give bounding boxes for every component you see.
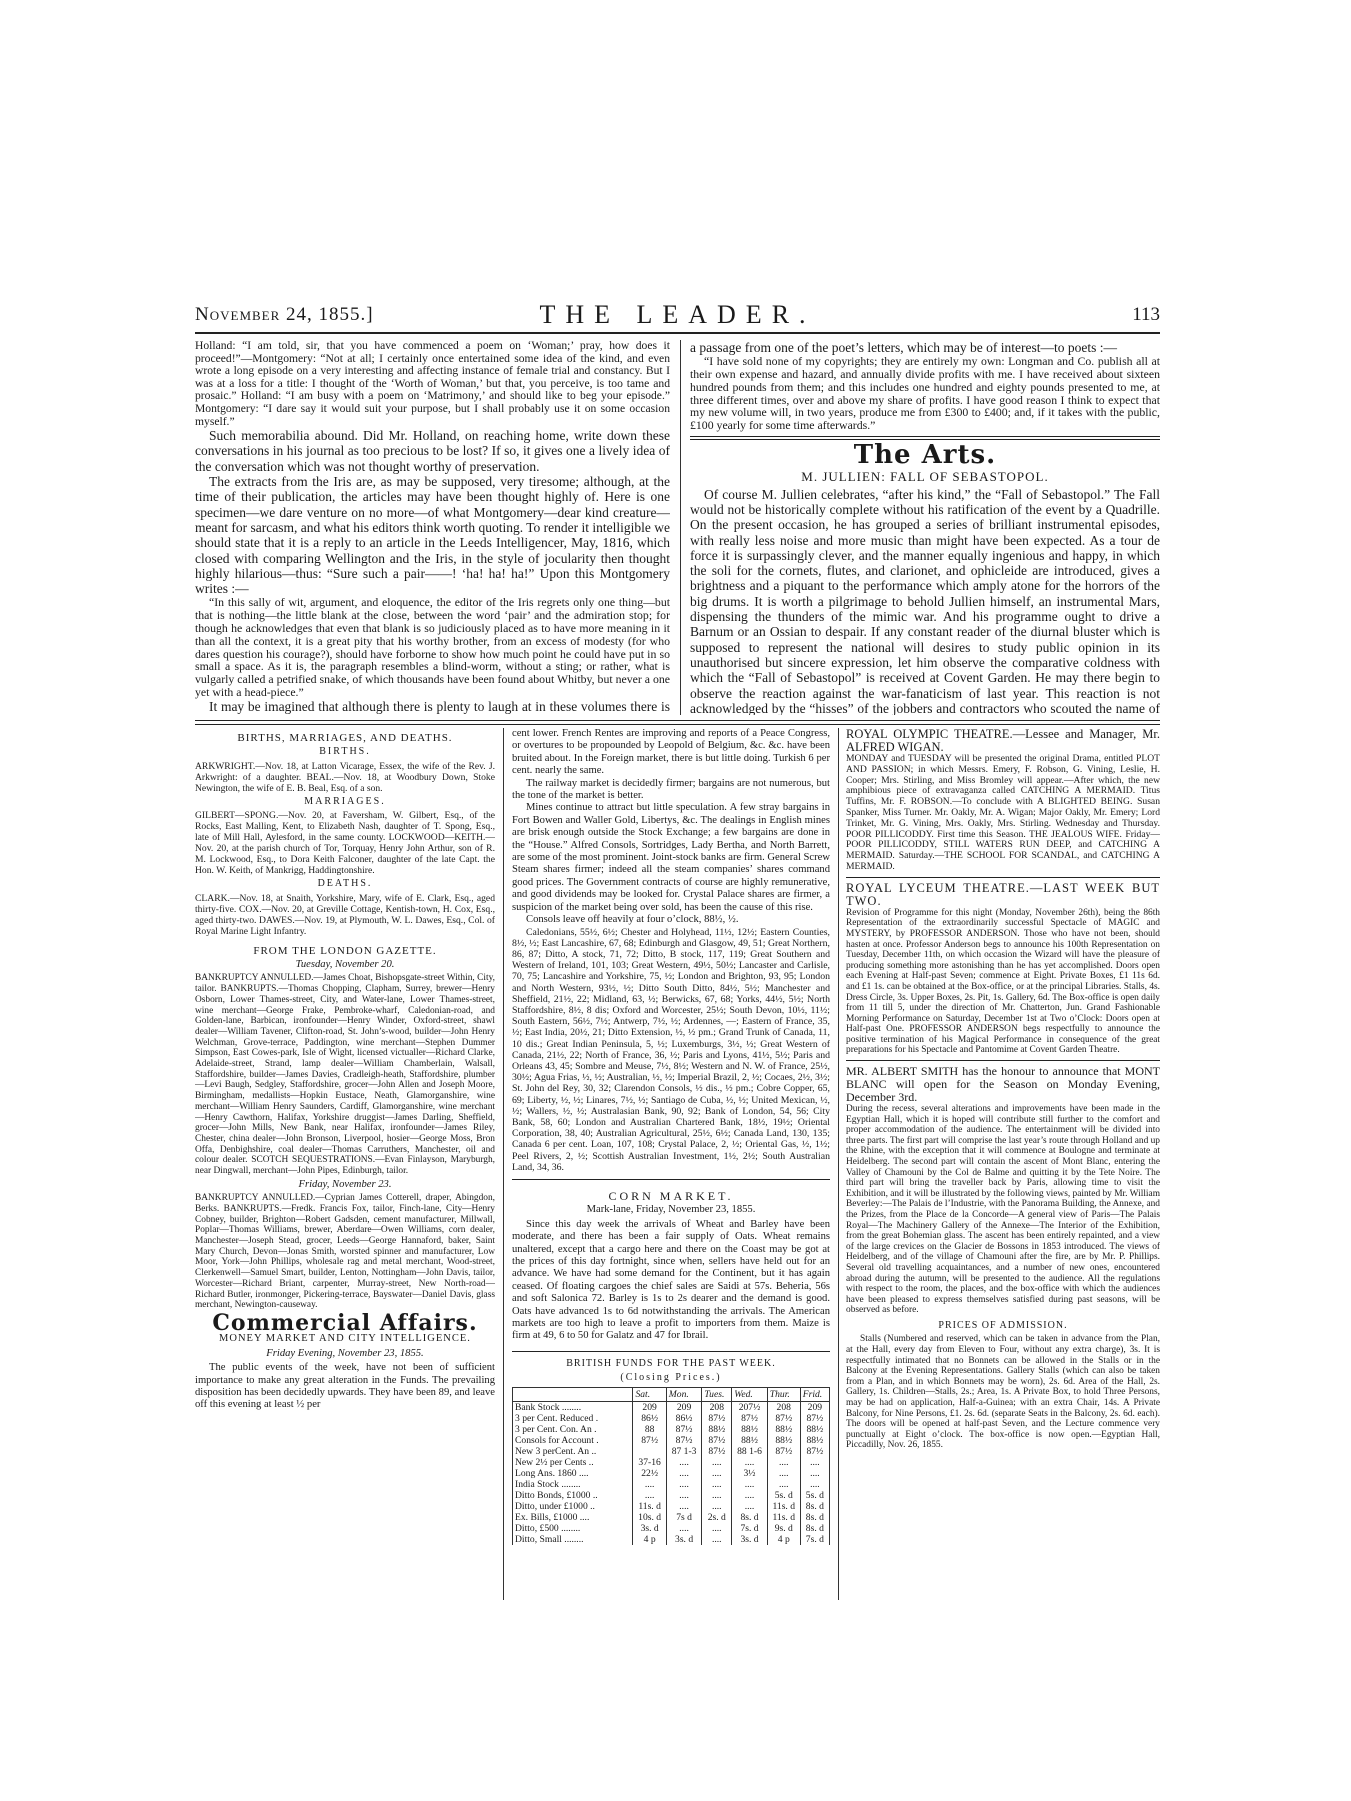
- fund-price-cell: 8s. d: [732, 1512, 768, 1523]
- poet-letter-intro: a passage from one of the poet’s letters, which may be of interest—to poets :—: [690, 340, 1118, 355]
- funds-col-header: Mon.: [666, 1387, 702, 1401]
- fund-price-cell: 88½: [767, 1435, 800, 1446]
- tuesday-gazette: BANKRUPTCY ANNULLED.—James Choat, Bishopsgate-street Within, City, tailor. BANKRUPTS.—Thomas Chopping, Clapham, Surrey, brewer—Henry Osborn, Lower Thames-street, City, and Water-lane, Lower Thames-street, wine merchant—George Frake, Pembroke-wharf, Caledonian-road, and Golden-lane, Barbican, ironfounder—Henry Winder, Oxford-street, shawl dealer—William Tavener, Clifton-road, St. John’s-wood, builder—John Henry Welchman, Grove-terrace, Paddington, wine merchant—Stephen Dummer Simpson, East Cowes-park, Isle of Wight, licensed victualler—Richard Clarke, Adelaide-street, Strand, lamp dealer—William Chamberlain, Walsall, Staffordshire, builder—James Davies, Cradleigh-heath, Staffordshire, plumber—Levi Baugh, Sedgley, Staffordshire, grocer—John Allen and Joseph Moore, Birmingham, medallists—Hopkin Eustace, Neath, Glamorganshire, wine merchant—William Henry Saunders, Cardiff, Glamorganshire, wine merchant—Henry Cawthorn, Halifax, Yorkshire druggist—James Darling, Sheffield, grocer—John Mills, New Bank, near Halifax, ironfounder—James Riley, Chester, china dealer—John Bronson, Liverpool, hosier—George Moss, Bron Offa, Denbighshire, coal dealer—Thomas Carruthers, Manchester, oil and colour dealer. SCOTCH SEQUESTRATIONS.—Evan Finlayson, Maryburgh, near Dingwall, merchant—John Pipes, Edinburgh, tailor.: [195, 973, 495, 1177]
- fund-price-cell: ....: [666, 1523, 702, 1534]
- funds-subheading: (Closing Prices.): [620, 1372, 722, 1384]
- bottom-column-1: [195, 728, 495, 1600]
- iris-quotation: “In this sally of wit, argument, and eloquence, the editor of the Iris regrets only one thing—but that is nothing—the little blank at the close, between the word ‘pair’ and the admiration stop; for though he acknowledges that even that blank is so judiciously placed as to have more meaning in it than all the context, it is a great pity that his worthy brother, from an excess of modesty (for who dares question his courage?), should have forborne to show how much point he could have put in so small a space. As it is, the paragraph resembles a blind-worm, without a sting; or rather, what is vulgarly called a petrified snake, of which thousands have been found about Whitby, but never a one yet with a head-piece.”: [195, 595, 670, 699]
- fund-price-cell: 87½: [702, 1435, 732, 1446]
- fund-price-cell: 209: [800, 1401, 829, 1413]
- fund-name-cell: 3 per Cent. Con. An .: [513, 1424, 633, 1435]
- funds-row: [513, 1523, 830, 1534]
- births-label: BIRTHS.: [319, 746, 371, 758]
- fund-price-cell: ....: [800, 1479, 829, 1490]
- fund-name-cell: Ditto, £500 ........: [513, 1523, 633, 1534]
- funds-row: [513, 1457, 830, 1468]
- fund-price-cell: 8s. d: [800, 1512, 829, 1523]
- funds-col-header: Wed.: [732, 1387, 768, 1401]
- commercial-section-title: Commercial Affairs.: [212, 1309, 478, 1336]
- share-prices: Caledonians, 55½, 6½; Chester and Holyhead, 11½, 12½; Eastern Counties, 8½, ½; East Lancashire, 67, 68; Edinburgh and Glasgow, 49, 51; Great Northern, 86, 87; Ditto, A stock, 71, 72; Ditto, B stock, 117, 119; Great Southern and Western of Ireland, 101, 103; Great Western, 49½, 50½; Lancaster and Carlisle, 70, 75; Lancashire and Yorkshire, 75, ½; London and Brighton, 93, 95; London and North Western, 93½, ½; Ditto South Ditto, 84½, 5½; Manchester and Sheffield, 21½, 22; Midland, 63, ½; Berwicks, 67, 68; Yorks, 44½, 5½; North Staffordshire, 8½, 8 dis; Oxford and Worcester, 25½; South Devon, 10½, 11½; South Eastern, 56½, 7½; Antwerp, 7½, ½; Ardennes, —; Eastern of France, 35, ½; East India, 20½, 21; Ditto Extension, ½, ½ pm.; Grand Trunk of Canada, 11, 10 dis.; Great Indian Peninsula, 5, ½; Luxemburgs, 3½, ½; Great Western of Canada, 21½, 22; North of France, 36, ½; Paris and Lyons, 41½, 5½; Paris and Orleans 43, 45; Sombre and Meuse, 7½, 8½; Western and N. W. of France, 25½, 30½; Agua Frias, ½, ½; Australian, ½, ½; Imperial Brazil, 2, ½; Cocaes, 2½, 3½; St. John del Rey, 30, 32; Clarendon Consols, ½ dis., ½ pm.; Cobre Copper, 65, 69; Liberty, ½, ½; Linares, 7½, ½; Santiago de Cuba, ½, ½; United Mexican, ½, ½; Wallers, ½, ½; Australasian Bank, 90, 92; Bank of London, 54, 56; City Bank, 58, 60; London and Australian Chartered Bank, 18½, 19½; Oriental Corporation, 38, 40; Australian Agricultural, 25½, 6½; Canada Land, 130, 135; Canada 6 per cent. Loan, 107, 108; Crystal Palace, 2, ½; Oriental Gas, ½, 1½; Peel Rivers, 2, ½; Scottish Australian Investment, 1½, 2½; South Australian Land, 34, 36.: [512, 926, 830, 1173]
- lyceum-advert-heading: ROYAL LYCEUM THEATRE.—LAST WEEK BUT TWO.: [846, 880, 1160, 908]
- fund-name-cell: New 2½ per Cents ..: [513, 1457, 633, 1468]
- fund-name-cell: 3 per Cent. Reduced .: [513, 1413, 633, 1424]
- funds-row: [513, 1401, 830, 1413]
- funds-header-row: [513, 1387, 830, 1401]
- fund-price-cell: 8s. d: [800, 1523, 829, 1534]
- iris-extracts-paragraph: The extracts from the Iris are, as may be supposed, very tiresome; although, at the time of their publication, the articles may have been thought highly of. Here is one specimen—we dare venture on no more—of what Montgomery—dear kind creature—meant for sarcasm, and what his editors think worth quoting. To render it intelligible we should state that it is a reply to an article in the Leeds Intelligencer, May, 1816, which closed with comparing Wellington and the Iris, in the style of jocularity then thought highly hilarious—thus: “Sure such a pair——! ‘ha! ha! ha!” Upon this Montgomery writes :—: [195, 474, 670, 597]
- fund-price-cell: 208: [767, 1401, 800, 1413]
- fund-price-cell: 86½: [633, 1413, 666, 1424]
- funds-row: [513, 1479, 830, 1490]
- consols-paragraph: Consols leave off heavily at four o’clock, 88½, ½.: [526, 914, 739, 926]
- fund-price-cell: 88½: [732, 1435, 768, 1446]
- funds-row: [513, 1435, 830, 1446]
- fund-price-cell: 88: [633, 1424, 666, 1435]
- fund-price-cell: 11s. d: [767, 1512, 800, 1523]
- money-continued: cent lower. French Rentes are improving and reports of a Peace Congress, or overtures to be propounded by Leopold of Belgium, &c. &c. have been bruited about. In the Foreign market, there is but little doing. Turkish 6 per cent. nearly the same.: [512, 728, 830, 777]
- jullien-article: Of course M. Jullien celebrates, “after his kind,” the “Fall of Sebastopol.” The Fall would not be historically complete without his ratification of the event by a Quadrille. On the present occasion, he has grouped a series of brilliant instrumental episodes, with really less noise and more music than might have been expected. As a tour de force it is surpassingly clever, and the manner equally ingenious and happy, in which the soli for the cornets, flutes, and clarionet, and ophicleide are introduced, gives a brightness and a piquant to the performance which amply atone for the horrors of the big drums. It is worth a pilgrimage to behold Jullien himself, an instrumental Mars, dispensing the thunders of the mimic war. And his programme ought to drive a Barnum or an Ossian to despair. If any constant reader of the diurnal bluster which is supposed to represent the national will desires to study public opinion in its unauthorised but sincere expression, let him observe the comparative coldness with which the “Fall of Sebastopol” is received at Covent Garden. He may there begin to observe the reaction against the war-fanaticism of last year. This reaction is not acknowledged by the “hisses” of the jobbers and contractors who scouted the name of: [690, 486, 1160, 715]
- fund-name-cell: Ex. Bills, £1000 ....: [513, 1512, 633, 1523]
- funds-table-body: [513, 1401, 830, 1545]
- fund-price-cell: [633, 1446, 666, 1457]
- fund-price-cell: 87½: [767, 1446, 800, 1457]
- funds-col-header: Tues.: [702, 1387, 732, 1401]
- fund-price-cell: 3s. d: [732, 1534, 768, 1545]
- arts-section-title: The Arts.: [853, 440, 997, 471]
- newspaper-title: THE LEADER.: [539, 300, 816, 329]
- fund-price-cell: ....: [767, 1457, 800, 1468]
- fund-price-cell: 87½: [800, 1413, 829, 1424]
- fund-price-cell: ....: [702, 1501, 732, 1512]
- fund-name-cell: Bank Stock ........: [513, 1401, 633, 1413]
- gazette-heading: FROM THE LONDON GAZETTE.: [253, 944, 437, 957]
- jullien-heading: M. JULLIEN: FALL OF SEBASTOPOL.: [801, 469, 1049, 485]
- funds-row: [513, 1424, 830, 1435]
- british-funds-table: [512, 1387, 830, 1545]
- fund-price-cell: 4 p: [633, 1534, 666, 1545]
- fund-price-cell: 10s. d: [633, 1512, 666, 1523]
- top-left-column: [195, 340, 670, 715]
- fund-price-cell: 87½: [633, 1435, 666, 1446]
- funds-row: [513, 1413, 830, 1424]
- fund-price-cell: 7s d: [666, 1512, 702, 1523]
- fund-price-cell: 87½: [666, 1424, 702, 1435]
- fund-price-cell: ....: [732, 1479, 768, 1490]
- fund-name-cell: New 3 perCent. An ..: [513, 1446, 633, 1457]
- fund-price-cell: ....: [702, 1534, 732, 1545]
- issue-date: November 24, 1855.]: [195, 304, 374, 325]
- olympic-advert-heading: [846, 728, 1160, 754]
- fund-price-cell: ....: [702, 1468, 732, 1479]
- fund-price-cell: ....: [633, 1479, 666, 1490]
- funds-col-header: Thur.: [767, 1387, 800, 1401]
- marriages-label: MARRIAGES.: [304, 795, 386, 807]
- top-right-column: [690, 340, 1160, 715]
- bottom-column-2: [512, 728, 830, 1600]
- corn-market-heading: CORN MARKET.: [608, 1188, 734, 1203]
- bmd-heading: BIRTHS, MARRIAGES, AND DEATHS.: [237, 732, 453, 744]
- section-rule: [195, 720, 1160, 725]
- fund-price-cell: 3½: [732, 1468, 768, 1479]
- corn-market-date: Mark-lane, Friday, November 23, 1855.: [586, 1204, 756, 1216]
- montgomery-dialogue: Holland: “I am told, sir, that you have commenced a poem on ‘Woman;’ pray, how does it proceed!”—Montgomery: “Not at all; I certainly once entertained some idea of the kind, and even wrote a long episode on a very interesting and affecting instance of female trial and constancy. But I was at a loss for a title: I thought of the ‘Worth of Woman,’ but that, you perceive, is too tame and prosaic.” Holland: “I am busy with a poem on ‘Matrimony,’ and should like to beg your episode.” Montgomery: “I dare say it would suit your purpose, but I shall probably use it on some occasion myself.”: [195, 340, 670, 428]
- fund-price-cell: 87½: [732, 1413, 768, 1424]
- column-rule-1: [503, 728, 504, 1600]
- fund-price-cell: 88 1-6: [732, 1446, 768, 1457]
- fund-price-cell: 8s. d: [800, 1501, 829, 1512]
- funds-row: [513, 1512, 830, 1523]
- masthead: [195, 298, 1160, 334]
- fund-name-cell: Ditto, Small ........: [513, 1534, 633, 1545]
- poet-letter-quote: “I have sold none of my copyrights; they are entirely my own: Longman and Co. publish all at their own expense and hazard, and annually divide profits with me. I have received about sixteen hundred pounds from them; and this includes one hundred and eighty pounds presented to me, at three different times, over and above my share of profits. I have good reason I think to expect that my new volume will, in two years, produce me from £300 to £400; and, if it takes with the public, £100 yearly for some time afterwards.”: [690, 354, 1160, 433]
- fund-price-cell: ....: [800, 1468, 829, 1479]
- fund-price-cell: ....: [767, 1479, 800, 1490]
- fund-name-cell: Ditto Bonds, £1000 ..: [513, 1490, 633, 1501]
- fund-price-cell: 4 p: [767, 1534, 800, 1545]
- volumes-paragraph: It may be imagined that although there is plenty to laugh at in these volumes there is: [209, 698, 670, 714]
- fund-price-cell: 87½: [767, 1413, 800, 1424]
- marriages-list: GILBERT—SPONG.—Nov. 20, at Faversham, W. Gilbert, Esq., of the Rocks, East Malling, Kent, to Elizabeth Nash, daughter of T. Spong, Esq., late of Mill Hall, Aylesford, in the same county. LOCKWOOD—KEITH.—Nov. 20, at the parish church of Tor, Torquay, Henry John Arthur, son of R. M. Lockwood, Esq., to Dora Keith Falconer, daughter of the late Capt. the Hon. W. Keith, of Mankrigg, Haddingtonshire.: [195, 810, 495, 877]
- fund-name-cell: Ditto, under £1000 ..: [513, 1501, 633, 1512]
- fund-price-cell: 88½: [800, 1435, 829, 1446]
- fund-price-cell: 88½: [702, 1424, 732, 1435]
- fund-price-cell: ....: [800, 1457, 829, 1468]
- olympic-advert-body: MONDAY and TUESDAY will be presented the original Drama, entitled PLOT AND PASSION; in which Messrs. Emery, F. Robson, G. Vining, Leslie, H. Cooper; Mrs. Stirling, and Miss Bromley will appear.—After which, the new amphibious piece of extravaganza called CATCHING A MERMAID. Titus Tuffins, Mr. F. ROBSON.—To conclude with A BLIGHTED BEING. Susan Spanker, Miss Turner. Mr. Oakly, Mr. A. Wigan; Major Oakly, Mr. Emery; Lord Trinket, Mr. G. Vining, Mrs. Oakly, Mrs. Stirling. Wednesday and Thursday. POOR PILLICODDY. First time this Season. THE JEALOUS WIFE. Friday—POOR PILLICODDY, STILL WATERS RUN DEEP, and CATCHING A MERMAID. Saturday.—THE SCHOOL FOR SCANDAL, and CATCHING A MERMAID.: [846, 753, 1160, 872]
- fund-price-cell: ....: [732, 1457, 768, 1468]
- fund-price-cell: 5s. d: [767, 1490, 800, 1501]
- fund-price-cell: ....: [702, 1490, 732, 1501]
- advert-divider: [846, 877, 1160, 878]
- prices-heading: PRICES OF ADMISSION.: [938, 1319, 1068, 1331]
- deaths-label: DEATHS.: [317, 878, 373, 890]
- funds-row: [513, 1534, 830, 1545]
- fund-price-cell: 209: [666, 1401, 702, 1413]
- fund-name-cell: Consols for Account .: [513, 1435, 633, 1446]
- fund-price-cell: ....: [633, 1490, 666, 1501]
- railway-paragraph: The railway market is decidedly firmer; bargains are not numerous, but the tone of the market is better.: [512, 777, 830, 802]
- funds-row: [513, 1468, 830, 1479]
- deaths-list: CLARK.—Nov. 18, at Snaith, Yorkshire, Mary, wife of E. Clark, Esq., aged thirty-five. COX.—Nov. 20, at Greville Cottage, Kentish-town, H. Cox, Esq., aged thirty-two. DAWES.—Nov. 19, at Plymouth, W. L. Dawes, Esq., Col. of Royal Marine Light Infantry.: [195, 892, 495, 937]
- fund-price-cell: 22½: [633, 1468, 666, 1479]
- fund-price-cell: ....: [702, 1479, 732, 1490]
- fund-price-cell: ....: [702, 1457, 732, 1468]
- advert-divider: [846, 1060, 1160, 1061]
- fund-price-cell: 11s. d: [633, 1501, 666, 1512]
- funds-col-header: [513, 1387, 633, 1401]
- column-rule-2: [838, 728, 839, 1600]
- funds-divider: [512, 1351, 830, 1352]
- funds-heading: BRITISH FUNDS FOR THE PAST WEEK.: [566, 1357, 776, 1369]
- fund-price-cell: 3s. d: [666, 1534, 702, 1545]
- corn-divider: [512, 1179, 830, 1180]
- prices-body: Stalls (Numbered and reserved, which can be taken in advance from the Plan, at the Hall, every day from Eleven to Four, without any extra charge), 3s. It is respectfully intimated that no Bonnets can be allowed in the Stalls or in the Balcony at the Evening Representations. Gallery Stalls (which can also be taken from a Plan, and in which Bonnets may be worn), 2s. 6d. Area of the Hall, 2s. Gallery, 1s. Children—Stalls, 2s.; Area, 1s. A Private Box, to hold Three Persons, may be had on application, Half-a-Guinea; with an extra Chair, 14s. A Private Balcony, for Nine Persons, £1. 2s. 6d. (separate Seats in the Balcony, 2s. 6d. each). The doors will be opened at half-past Seven, and the Lecture commence very punctually at Eight o’clock. The box-office is now open.—Egyptian Hall, Piccadilly, Nov. 26, 1855.: [846, 1334, 1160, 1451]
- page-number: 113: [1132, 304, 1160, 325]
- fund-price-cell: 9s. d: [767, 1523, 800, 1534]
- fund-name-cell: India Stock ........: [513, 1479, 633, 1490]
- money-market-heading: MONEY MARKET AND CITY INTELLIGENCE.: [219, 1333, 471, 1345]
- fund-price-cell: ....: [666, 1479, 702, 1490]
- fund-price-cell: ....: [666, 1490, 702, 1501]
- fund-price-cell: 88½: [732, 1424, 768, 1435]
- fund-price-cell: 88½: [767, 1424, 800, 1435]
- funds-col-header: Sat.: [633, 1387, 666, 1401]
- memorabilia-paragraph: Such memorabilia abound. Did Mr. Holland, on reaching home, write down these conversations in his journal as too precious to be lost? If so, it gives one a lively idea of the conversation which was not thought worthy of preservation.: [195, 428, 670, 474]
- fund-price-cell: 87½: [702, 1446, 732, 1457]
- albert-smith-body: During the recess, several alterations and improvements have been made in the Egyptian Hall, which it is hoped will contribute still further to the comfort and proper accommodation of the audience. The entertainment will be divided into three parts. The first part will comprise the last year’s route through Holland and up the Rhine, with the exception that it will commence at Boulogne and terminate at Heidelberg. The second part will contain the ascent of Mont Blanc, entering the Valley of Chamouni by the Col de Balme and quitting it by the Tete Noire. The third part will bring the traveller back by Paris, allowing time to visit the Exhibition, and it will be illustrated by the following views, painted by Mr. William Beverley:—The Palais de l’Industrie, with the Panorama Building, the Annexe, and the Prizes, from the Place de la Concorde—A general view of Paris—The Palais Royal—The Machinery Gallery of the Annexe—The Interior of the Exhibition, from the great Bohemian glass. The ascent has been entirely repainted, and a view of the large crevices on the Glacier de Bossons in 1853 introduced. The views of Heidelberg, and of the village of Chamouni after the fire, are by Mr. P. Phillips. Several old travelling acquaintances, and a number of new ones, encountered abroad during the autumn, will be presented to the audience. All the regulations with respect to the room, the places, and the box-office with which the audiences have been pleased to express themselves satisfied during past seasons, will be observed as before.: [846, 1104, 1160, 1316]
- fund-price-cell: 209: [633, 1401, 666, 1413]
- fund-price-cell: 207½: [732, 1401, 768, 1413]
- mines-paragraph: Mines continue to attract but little speculation. A few stray bargains in Fort Bowen and Waller Gold, Libertys, &c. The dealings in English mines are brisk enough outside the Stock Exchange; a few bargains are done in the “House.” Alfred Consols, Sortridges, Lady Bertha, and North Barrett, are some of the most prominent. Joint-stock banks are firm. General Screw Steam shares firmer; indeed all the steam companies’ shares command good prices. The Government contracts of course are highly remunerative, and good dividends may be looked for. Crystal Palace shares are firmer, a suspicion of the market being over sold, has been the cause of this rise.: [512, 802, 830, 913]
- money-market-date: Friday Evening, November 23, 1855.: [266, 1347, 424, 1359]
- money-market-text: The public events of the week, have not been of sufficient importance to make any great alteration in the Funds. The prevailing disposition has been decidedly upwards. They have been 89, and leave off this evening at least ½ per: [195, 1362, 495, 1411]
- fund-price-cell: ....: [666, 1501, 702, 1512]
- fund-price-cell: ....: [666, 1468, 702, 1479]
- fund-name-cell: Long Ans. 1860 ....: [513, 1468, 633, 1479]
- fund-price-cell: 87½: [800, 1446, 829, 1457]
- fund-price-cell: 7s. d: [800, 1534, 829, 1545]
- fund-price-cell: ....: [666, 1457, 702, 1468]
- births-list: ARKWRIGHT.—Nov. 18, at Latton Vicarage, Essex, the wife of the Rev. J. Arkwright: of a daughter. BEAL.—Nov. 18, at Woodbury Down, Stoke Newington, the wife of E. B. Beal, Esq. of a son.: [195, 760, 495, 794]
- funds-row: [513, 1501, 830, 1512]
- fund-price-cell: ....: [732, 1501, 768, 1512]
- fund-price-cell: 87½: [666, 1435, 702, 1446]
- funds-row: [513, 1446, 830, 1457]
- fund-price-cell: ....: [732, 1490, 768, 1501]
- fund-price-cell: 86½: [666, 1413, 702, 1424]
- fund-price-cell: 87 1-3: [666, 1446, 702, 1457]
- corn-market-text: Since this day week the arrivals of Wheat and Barley have been moderate, and there has been a fair supply of Oats. Wheat remains unaltered, except that a cargo here and there on the Coast may be got at the prices of this day fortnight, since when, sellers have held out for an advance. We have had some demand for the Continent, but it has again ceased. Of floating cargoes the chief sales are Saidi at 57s. Beheria, 56s and soft Salonica 72. Barley is 1s to 2s dearer and the demand is good. Oats have advanced 1s to 6d notwithstanding the arrivals. The American markets are too high to leave a profit to importers from them. Maize is firm at 49, 6 to 50 for Galatz and 47 for Ibrail.: [512, 1218, 830, 1342]
- fund-price-cell: ....: [767, 1468, 800, 1479]
- fund-price-cell: 88½: [800, 1424, 829, 1435]
- fund-price-cell: 3s. d: [633, 1523, 666, 1534]
- bottom-column-3: [846, 728, 1160, 1600]
- lyceum-advert-body: Revision of Programme for this night (Monday, November 26th), being the 86th Representation of the extraordinarily successful Spectacle of MAGIC and MYSTERY, by PROFESSOR ANDERSON. Those who have not been, should hasten at once. Professor Anderson begs to announce his 100th Representation on Tuesday, December 11th, on which occasion the Wizard will have the pleasure of producing something more astonishing than he has yet accomplished. Doors open each Evening at Half-past Seven; commence at Eight. Private Boxes, £1 11s 6d. and £1 1s. can be obtained at the Box-office, or at the principal Libraries. Stalls, 4s. Dress Circle, 3s. Upper Boxes, 2s. Pit, 1s. Gallery, 6d. The Box-office is open daily from 11 till 5, under the direction of Mr. Chatterton, Jun. Grand Fashionable Morning Performance on Saturday, December 1st at Two o’Clock: Doors open at Half-past One. PROFESSOR ANDERSON begs respectfully to announce the positive termination of his Magical Performance in consequence of the great preparations for his Spectacle and Pantomime at Covent Garden Theatre.: [846, 907, 1160, 1056]
- fund-price-cell: 208: [702, 1401, 732, 1413]
- funds-row: [513, 1490, 830, 1501]
- fund-price-cell: 5s. d: [800, 1490, 829, 1501]
- funds-col-header: Frid.: [800, 1387, 829, 1401]
- fund-price-cell: 87½: [702, 1413, 732, 1424]
- fund-price-cell: 2s. d: [702, 1512, 732, 1523]
- albert-smith-heading: MR. ALBERT SMITH has the honour to announce that MONT BLANC will open for the Season on Monday Evening, December 3rd.: [846, 1064, 1160, 1105]
- friday-date: Friday, November 23.: [298, 1178, 392, 1190]
- friday-gazette: BANKRUPTCY ANNULLED.—Cyprian James Cotterell, draper, Abingdon, Berks. BANKRUPTS.—Fredk. Francis Fox, tailor, Finch-lane, City—Henry Cobney, builder, Brighton—Robert Gadsden, cement manufacturer, Millwall, Poplar—Thomas Williams, brewer, Aberdare—Owen Williams, corn dealer, Manchester—Joseph Stead, grocer, Leeds—George Hannaford, baker, Saint Mary Church, Devon—Jonas Smith, worsted spinner and manufacturer, Low Moor, York—John Phillips, wholesale rag and metal merchant, Wood-street, Clerkenwell—Samuel Smart, builder, Lenton, Nottingham—John Davis, tailor, Worcester—Richard Briant, carpenter, Murray-street, New North-road—Richard Butler, ironmonger, Pickering-terrace, Bayswater—Daniel Davis, glass merchant, Newington-causeway.: [195, 1193, 495, 1311]
- fund-price-cell: 37-16: [633, 1457, 666, 1468]
- olympic-advert-title: ROYAL OLYMPIC THEATRE.—Lessee and Manager, Mr. ALFRED WIGAN.: [846, 728, 1160, 754]
- top-column-rule: [680, 340, 681, 715]
- tuesday-date: Tuesday, November 20.: [295, 959, 395, 971]
- fund-price-cell: 11s. d: [767, 1501, 800, 1512]
- fund-price-cell: 7s. d: [732, 1523, 768, 1534]
- fund-price-cell: ....: [702, 1523, 732, 1534]
